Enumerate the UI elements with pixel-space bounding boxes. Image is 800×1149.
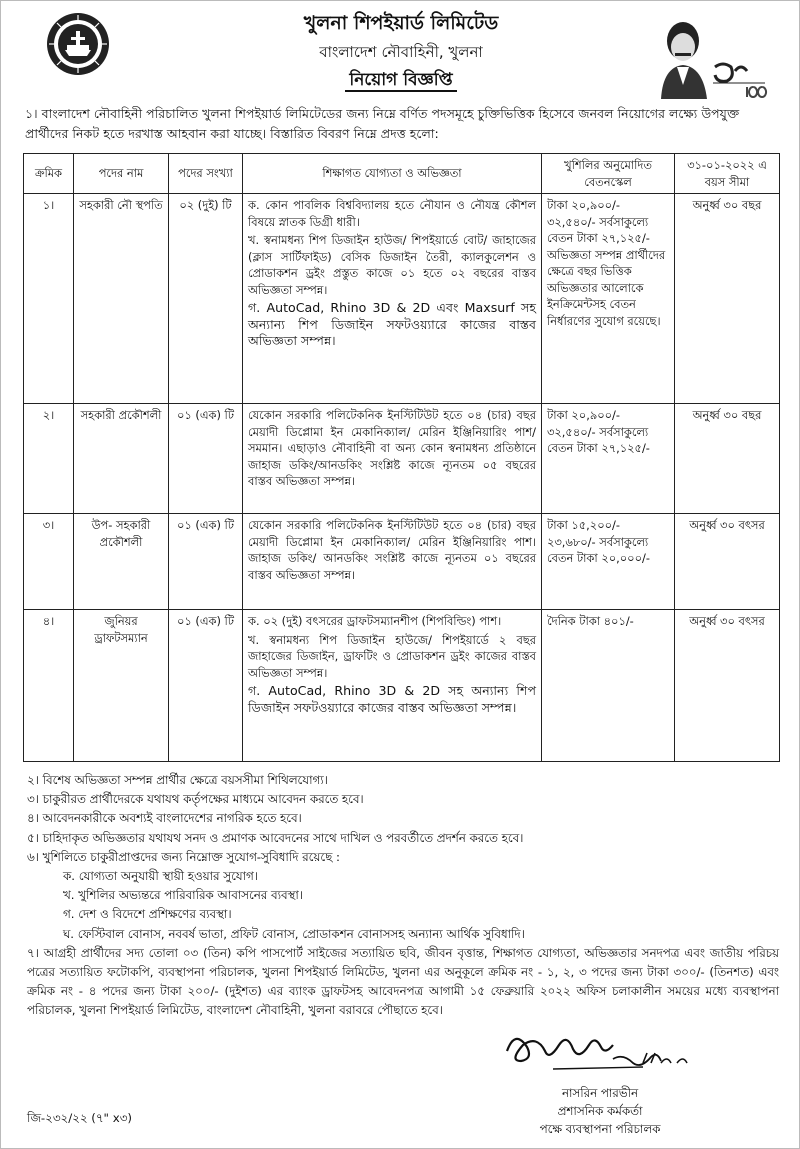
signatory-name: নাসরিন পারভীন: [561, 1086, 639, 1100]
benefit-item: ঘ. ফেস্টিবাল বোনাস, নববর্ষ ভাতা, প্রফিট বোনাস, প্রোডাকশন বোনাসসহ অন্যান্য আর্থিক সুবিধাদি।: [63, 926, 525, 941]
qualification-item: ক. ০২ (দুই) বৎসরের ড্রাফটসম্যানশীপ (শিপবিল্ডিং) পাশ।: [248, 614, 502, 628]
table-row: [24, 194, 780, 404]
row-salary: টাকা ২০,৯০০/- ৩২,৫৪০/- সর্বসাকুল্যে বেতন টাকা ২৭,১২৫/-: [542, 404, 675, 514]
benefit-item: ক. যোগ্যতা অনুযায়ী স্থায়ী হওয়ার সুযোগ।: [63, 869, 258, 884]
row-age: অনুর্ধ্ব ৩০ বৎসর: [675, 610, 780, 762]
note-certificates: ৫। চাহিদাকৃত অভিজ্ঞতার যথাযথ সনদ ও প্রমাণক আবেদনের সাথে দাখিল ও পরবর্তীতে প্রদর্শন করতে হবে।: [27, 830, 524, 845]
row-qualifications: [243, 514, 542, 610]
note-employed-applicants: ৩। চাকুরীরত প্রার্থীদেরকে যথাযথ কর্তৃপক্ষের মাধ্যমে আবেদন করতে হবে।: [27, 792, 364, 807]
org-subtitle: বাংলাদেশ নৌবাহিনী, খুলনা: [319, 43, 483, 61]
col-header-serial: ক্রমিক: [24, 154, 74, 194]
signatory-on-behalf: পক্ষে ব্যবস্থাপনা পরিচালক: [539, 1122, 661, 1136]
row-serial: ৩।: [24, 514, 74, 610]
qualification-item: যেকোন সরকারি পলিটেকনিক ইনস্টিটিউট হতে ০৪ (চার) বছর মেয়াদী ডিপ্লোমা ইন মেকানিক্যাল/ মেরিন ইঞ্জিনিয়ারিং পাশ/ সমমান। এছাড়াও নৌবাহিনী বা অন্য কোন স্বনামধন্য প্রতিষ্ঠানে জাহাজ ডকিং/আনডকিং সংশ্লিষ্ট কাজে ন্যূনতম ০৫ বছরের বাস্তব অভিজ্ঞতা সম্পন্ন।: [248, 408, 536, 488]
row-serial: ৪।: [24, 610, 74, 762]
notes-section: [27, 771, 779, 1021]
row-salary: টাকা ১৫,২০০/- ২৩,৬৮০/- সর্বসাকুল্যে বেতন টাকা ২০,০০০/-: [542, 514, 675, 610]
org-name: খুলনা শিপইয়ার্ড লিমিটেড: [303, 12, 499, 34]
signature-block: [485, 1084, 715, 1138]
qualification-item: গ. AutoCad, Rhino 3D & 2D এবং Maxsurf সহ অন্যান্য শিপ ডিজাইন সফটওয়্যারে কাজের বাস্তব অভিজ্ঞতা সম্পন্ন।: [248, 300, 536, 348]
table-header-row: [24, 154, 780, 194]
row-count: ০১ (এক) টি: [169, 610, 243, 762]
row-post: উপ- সহকারী প্রকৌশলী: [74, 514, 169, 610]
signatory-designation: প্রশাসনিক কর্মকর্তা: [557, 1104, 643, 1118]
col-header-qualification: শিক্ষাগত যোগ্যতা ও অভিজ্ঞতা: [243, 154, 542, 194]
col-header-age: ৩১-০১-২০২২ এ বয়স সীমা: [675, 154, 780, 194]
row-serial: ১।: [24, 194, 74, 404]
row-serial: ২।: [24, 404, 74, 514]
row-post: জুনিয়র ড্রাফটসম্যান: [74, 610, 169, 762]
table-row: [24, 514, 780, 610]
col-header-post: পদের নাম: [74, 154, 169, 194]
signature-icon: [493, 1023, 713, 1079]
vacancy-table: [23, 153, 780, 762]
table-row: [24, 610, 780, 762]
row-age: অনুর্ধ্ব ৩০ বছর: [675, 404, 780, 514]
qualification-item: খ. স্বনামধন্য শিপ ডিজাইন হাউজে/ শিপইয়ার্ডে ২ বছর জাহাজের ডিজাইন, ড্রাফটিং ও প্রোডাকশন ড্রইং কাজের বাস্তব অভিজ্ঞতা সম্পন্ন।: [248, 632, 536, 680]
row-age: অনুর্ধ্ব ৩০ বৎসর: [675, 514, 780, 610]
row-count: ০১ (এক) টি: [169, 514, 243, 610]
note-benefits: ৬। খুশিলিতে চাকুরীপ্রাপ্তদের জন্য নিম্নোক্ত সুযোগ-সুবিধাদি রয়েছে :: [27, 849, 340, 864]
col-header-count: পদের সংখ্যা: [169, 154, 243, 194]
intro-paragraph: ১। বাংলাদেশ নৌবাহিনী পরিচালিত খুলনা শিপইয়ার্ড লিমিটেডের জন্য নিম্নে বর্ণিত পদসমূহে চুক্তিভিত্তিক হিসেবে জনবল নিয়োগের লক্ষ্যে উপযুক্ত প্রার্থীদের নিকট হতে দরখাস্ত আহবান করা যাচ্ছে। বিস্তারিত বিবরণ নিম্নে প্রদত্ত হলো:: [25, 106, 740, 141]
row-qualifications: [243, 194, 542, 404]
reference-number: জি-২৩২/২২ (৭" x৩): [27, 1111, 132, 1125]
qualification-item: গ. AutoCad, Rhino 3D & 2D সহ অন্যান্য শিপ ডিজাইন সফটওয়্যারে কাজের বাস্তব অভিজ্ঞতা সম্পন্ন।: [248, 683, 536, 715]
row-qualifications: [243, 610, 542, 762]
row-count: ০২ (দুই) টি: [169, 194, 243, 404]
header: [1, 1, 800, 101]
qualification-item: ক. কোন পাবলিক বিশ্ববিদ্যালয় হতে নৌযান ও নৌযন্ত্র কৌশল বিষয়ে স্নাতক ডিগ্রী ধারী।: [248, 198, 536, 229]
row-age: অনুর্ধ্ব ৩০ বছর: [675, 194, 780, 404]
table-row: [24, 404, 780, 514]
row-post: সহকারী প্রকৌশলী: [74, 404, 169, 514]
qualification-item: খ. স্বনামধন্য শিপ ডিজাইন হাউজ/ শিপইয়ার্ডে বোট/ জাহাজের (ক্লাস সার্টিফাইড) বেসিক ডিজাইন তৈরী, ক্যালকুলেশন ও প্রোডাকশন ড্রইং প্রস্তুত কাজে ০১ হতে ০২ বছরের বাস্তব অভিজ্ঞতা সম্পন্ন।: [248, 233, 536, 297]
notice-title-text: নিয়োগ বিজ্ঞপ্তি: [345, 70, 456, 92]
mujib100-portrait-icon: [653, 15, 771, 99]
row-count: ০১ (এক) টি: [169, 404, 243, 514]
qualification-item: যেকোন সরকারি পলিটেকনিক ইনস্টিটিউট হতে ০৪ (চার) বছর মেয়াদী ডিপ্লোমা ইন মেকানিক্যাল/ মেরিন ইঞ্জিনিয়ারিং পাশ। জাহাজ ডকিং/ আনডকিং সংশ্লিষ্ট কাজে ন্যূনতম ০১ বছরের বাস্তব অভিজ্ঞতা সম্পন্ন।: [248, 518, 536, 582]
row-post: সহকারী নৌ স্থপতি: [74, 194, 169, 404]
row-salary: টাকা ২০,৯০০/- ৩২,৫৪০/- সর্বসাকুল্যে বেতন টাকা ২৭,১২৫/- অভিজ্ঞতা সম্পন্ন প্রার্থীদের ক্ষেত্রে বছর ভিত্তিক অভিজ্ঞতার আলোকে ইনক্রিমেন্টসহ বেতন নির্ধারণের সুযোগ রয়েছে।: [542, 194, 675, 404]
benefit-item: গ. দেশ ও বিদেশে প্রশিক্ষণের ব্যবস্থা।: [63, 907, 232, 922]
benefit-item: খ. খুশিলির অভ্যন্তরে পারিবারিক আবাসনের ব্যবস্থা।: [63, 888, 303, 903]
note-citizenship: ৪। আবেদনকারীকে অবশ্যই বাংলাদেশের নাগরিক হতে হবে।: [27, 811, 302, 826]
note-age-relaxation: ২। বিশেষ অভিজ্ঞতা সম্পন্ন প্রার্থীর ক্ষেত্রে বয়সসীমা শিথিলযোগ্য।: [27, 773, 328, 787]
row-salary: দৈনিক টাকা ৪০১/-: [542, 610, 675, 762]
note-application-procedure: ৭। আগ্রহী প্রার্থীদের সদ্য তোলা ০৩ (তিন) কপি পাসপোর্ট সাইজের সত্যায়িত ছবি, জীবন বৃত্তান্ত, শিক্ষাগত যোগ্যতা, অভিজ্ঞতার সনদপত্র এবং জাতীয় পরিচয় পত্রের সত্যায়িত ফটোকপি, ব্যবস্থাপনা পরিচালক, খুলনা শিপইয়ার্ড লিমিটেড, খুলনা এর অনুকূলে ক্রমিক নং - ১, ২, ৩ পদের জন্য টাকা ৩০০/- (তিনশত) এবং ক্রমিক নং - ৪ পদের জন্য টাকা ২০০/- (দুইশত) এর ব্যাংক ড্রাফটসহ আবেদনপত্র আগামী ১৫ ফেব্রুয়ারি ২০২২ অফিস চলাকালীন সময়ের মধ্যে ব্যবস্থাপনা পরিচালক, খুলনা শিপইয়ার্ড লিমিটেড, বাংলাদেশ নৌবাহিনী, খুলনা বরাবরে পৌছাতে হবে।: [27, 945, 779, 1018]
row-qualifications: [243, 404, 542, 514]
col-header-salary: খুশিলির অনুমোদিত বেতনস্কেল: [542, 154, 675, 194]
